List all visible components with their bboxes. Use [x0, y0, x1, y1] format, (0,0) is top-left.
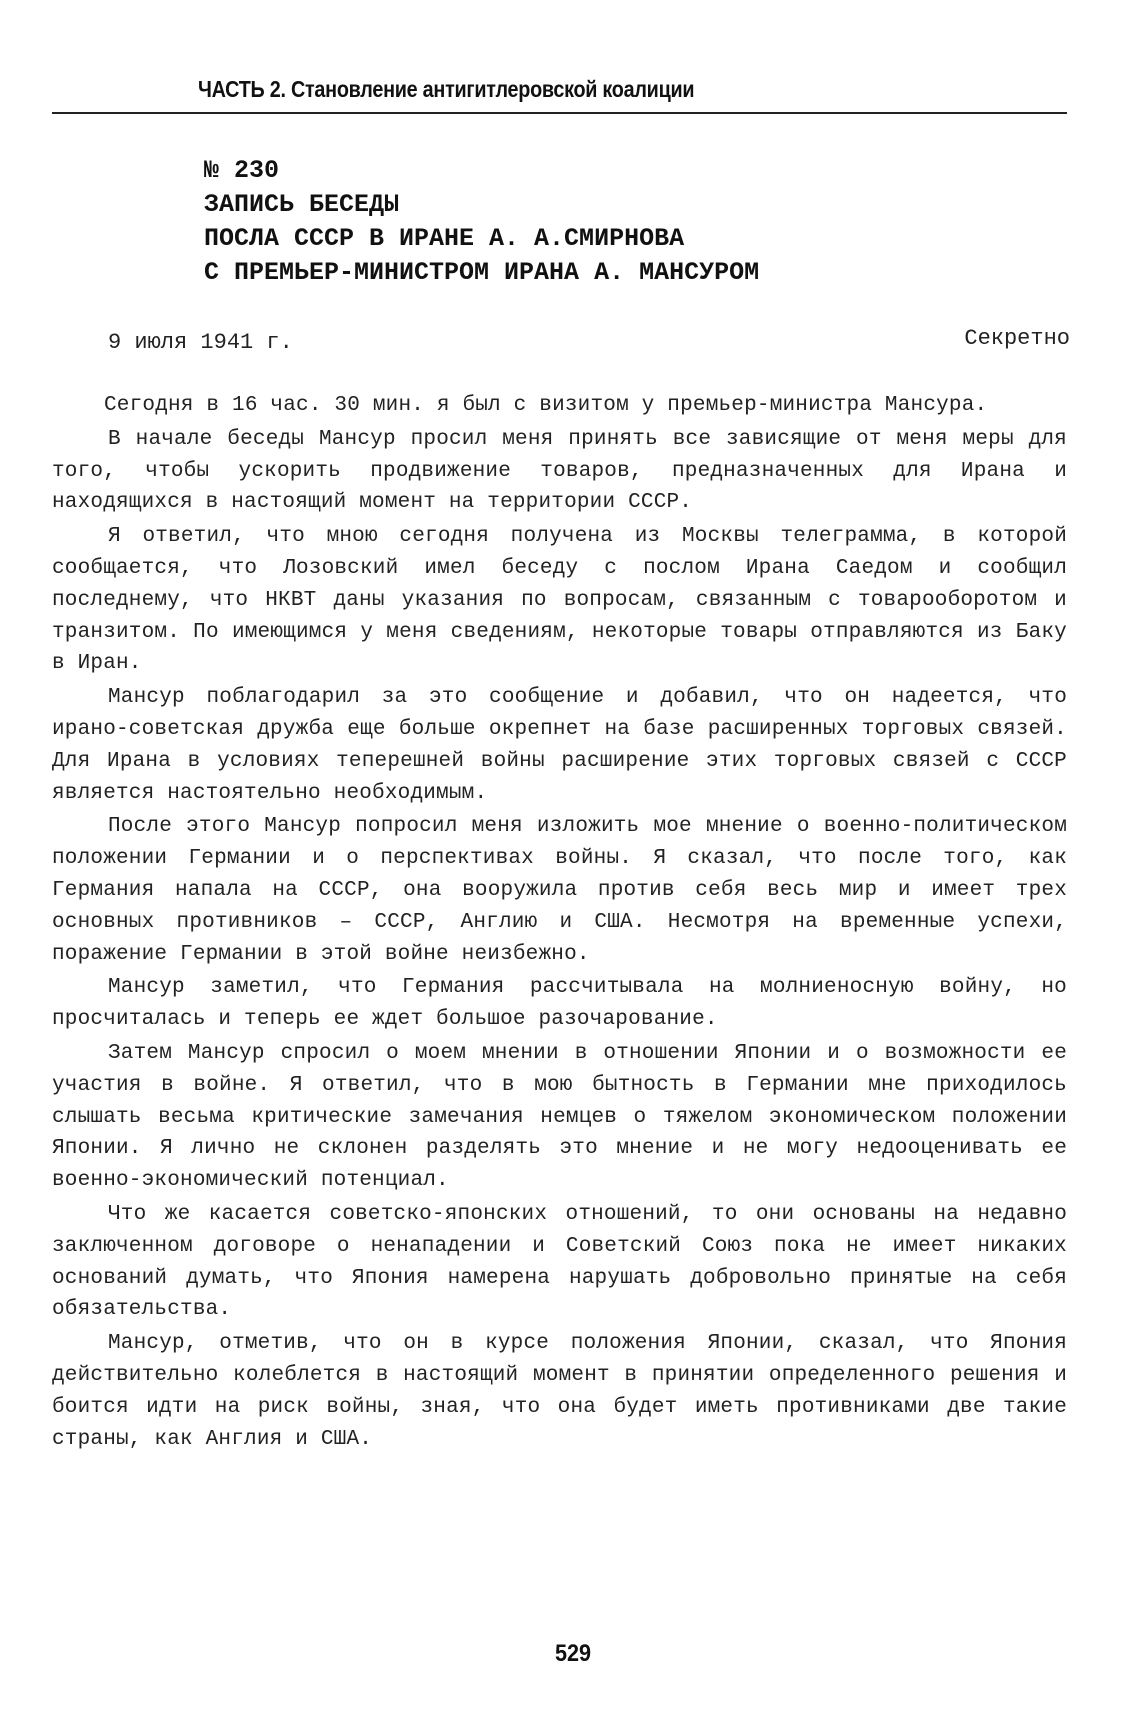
paragraph: Мансур, отметив, что он в курсе положения Японии, сказал, что Япония действительно колеблется в настоящий момент в принятии определенного решения и боится идти на риск войны, зная, что она будет иметь противниками две такие страны, как Англия и США.	[52, 1332, 1067, 1451]
title-line-2: ПОСЛА СССР В ИРАНЕ А. А.СМИРНОВА	[204, 224, 685, 253]
paragraph: Затем Мансур спросил о моем мнении в отношении Японии и о возможности ее участия в войне. Я ответил, что в мою бытность в Германии мне приходилось слышать весьма критические замечания немцев о тяжелом экономическом положении Японии. Я лично не склонен разделять это мнение и не могу недооценивать ее военно-экономический потенциал.	[52, 1041, 1067, 1193]
paragraph: Что же касается советско-японских отношений, то они основаны на недавно заключенном договоре о ненападении и Советский Союз пока не имеет никаких оснований думать, что Япония намерена нарушать добровольно принятые на себя обязательства.	[52, 1202, 1067, 1322]
title-line-1: ЗАПИСЬ БЕСЕДЫ	[204, 190, 400, 219]
document-date: 9 июля 1941 г.	[108, 330, 293, 355]
paragraph: Мансур поблагодарил за это сообщение и добавил, что он надеется, что ирано-советская дружба еще больше окрепнет на базе расширенных торговых связей. Для Ирана в условиях теперешней войны расширение этих торговых связей с СССР является настоятельно необходимым.	[52, 686, 1067, 805]
paragraph: Сегодня в 16 час. 30 мин. я был с визитом у премьер-министра Мансура.	[104, 394, 988, 417]
paragraph: В начале беседы Мансур просил меня принять все зависящие от меня меры для того, чтобы ускорить продвижение товаров, предназначенных для Ирана и находящихся в настоящий момент на территории СССР.	[52, 427, 1067, 515]
paragraph: Я ответил, что мною сегодня получена из Москвы телеграмма, в которой сообщается, что Лозовский имел беседу с послом Ирана Саедом и сообщил последнему, что НКВТ даны указания по вопросам, связанным с товарооборотом и транзитом. По имеющимся у меня сведениям, некоторые товары отправляются из Баку в Иран.	[52, 525, 1067, 676]
paragraph: После этого Мансур попросил меня изложить мое мнение о военно-политическом положении Германии и о перспективах войны. Я сказал, что после того, как Германия напала на СССР, она вооружила против себя весь мир и имеет трех основных противников – СССР, Англию и США. Несмотря на временные успехи, поражение Германии в этой войне неизбежно.	[52, 815, 1067, 966]
document-heading	[204, 154, 759, 290]
header-rule	[52, 112, 1067, 114]
classification-label: Секретно	[964, 326, 1070, 351]
title-line-3: С ПРЕМЬЕР-МИНИСТРОМ ИРАНА А. МАНСУРОМ	[204, 258, 760, 287]
running-header: ЧАСТЬ 2. Становление антигитлеровской коалиции	[198, 76, 695, 102]
document-number: № 230	[204, 156, 280, 185]
page-number: 529	[554, 1640, 592, 1667]
body-text	[52, 390, 1067, 1457]
paragraph: Мансур заметил, что Германия рассчитывала на молниеносную войну, но просчиталась и теперь ее ждет большое разочарование.	[52, 976, 1067, 1032]
